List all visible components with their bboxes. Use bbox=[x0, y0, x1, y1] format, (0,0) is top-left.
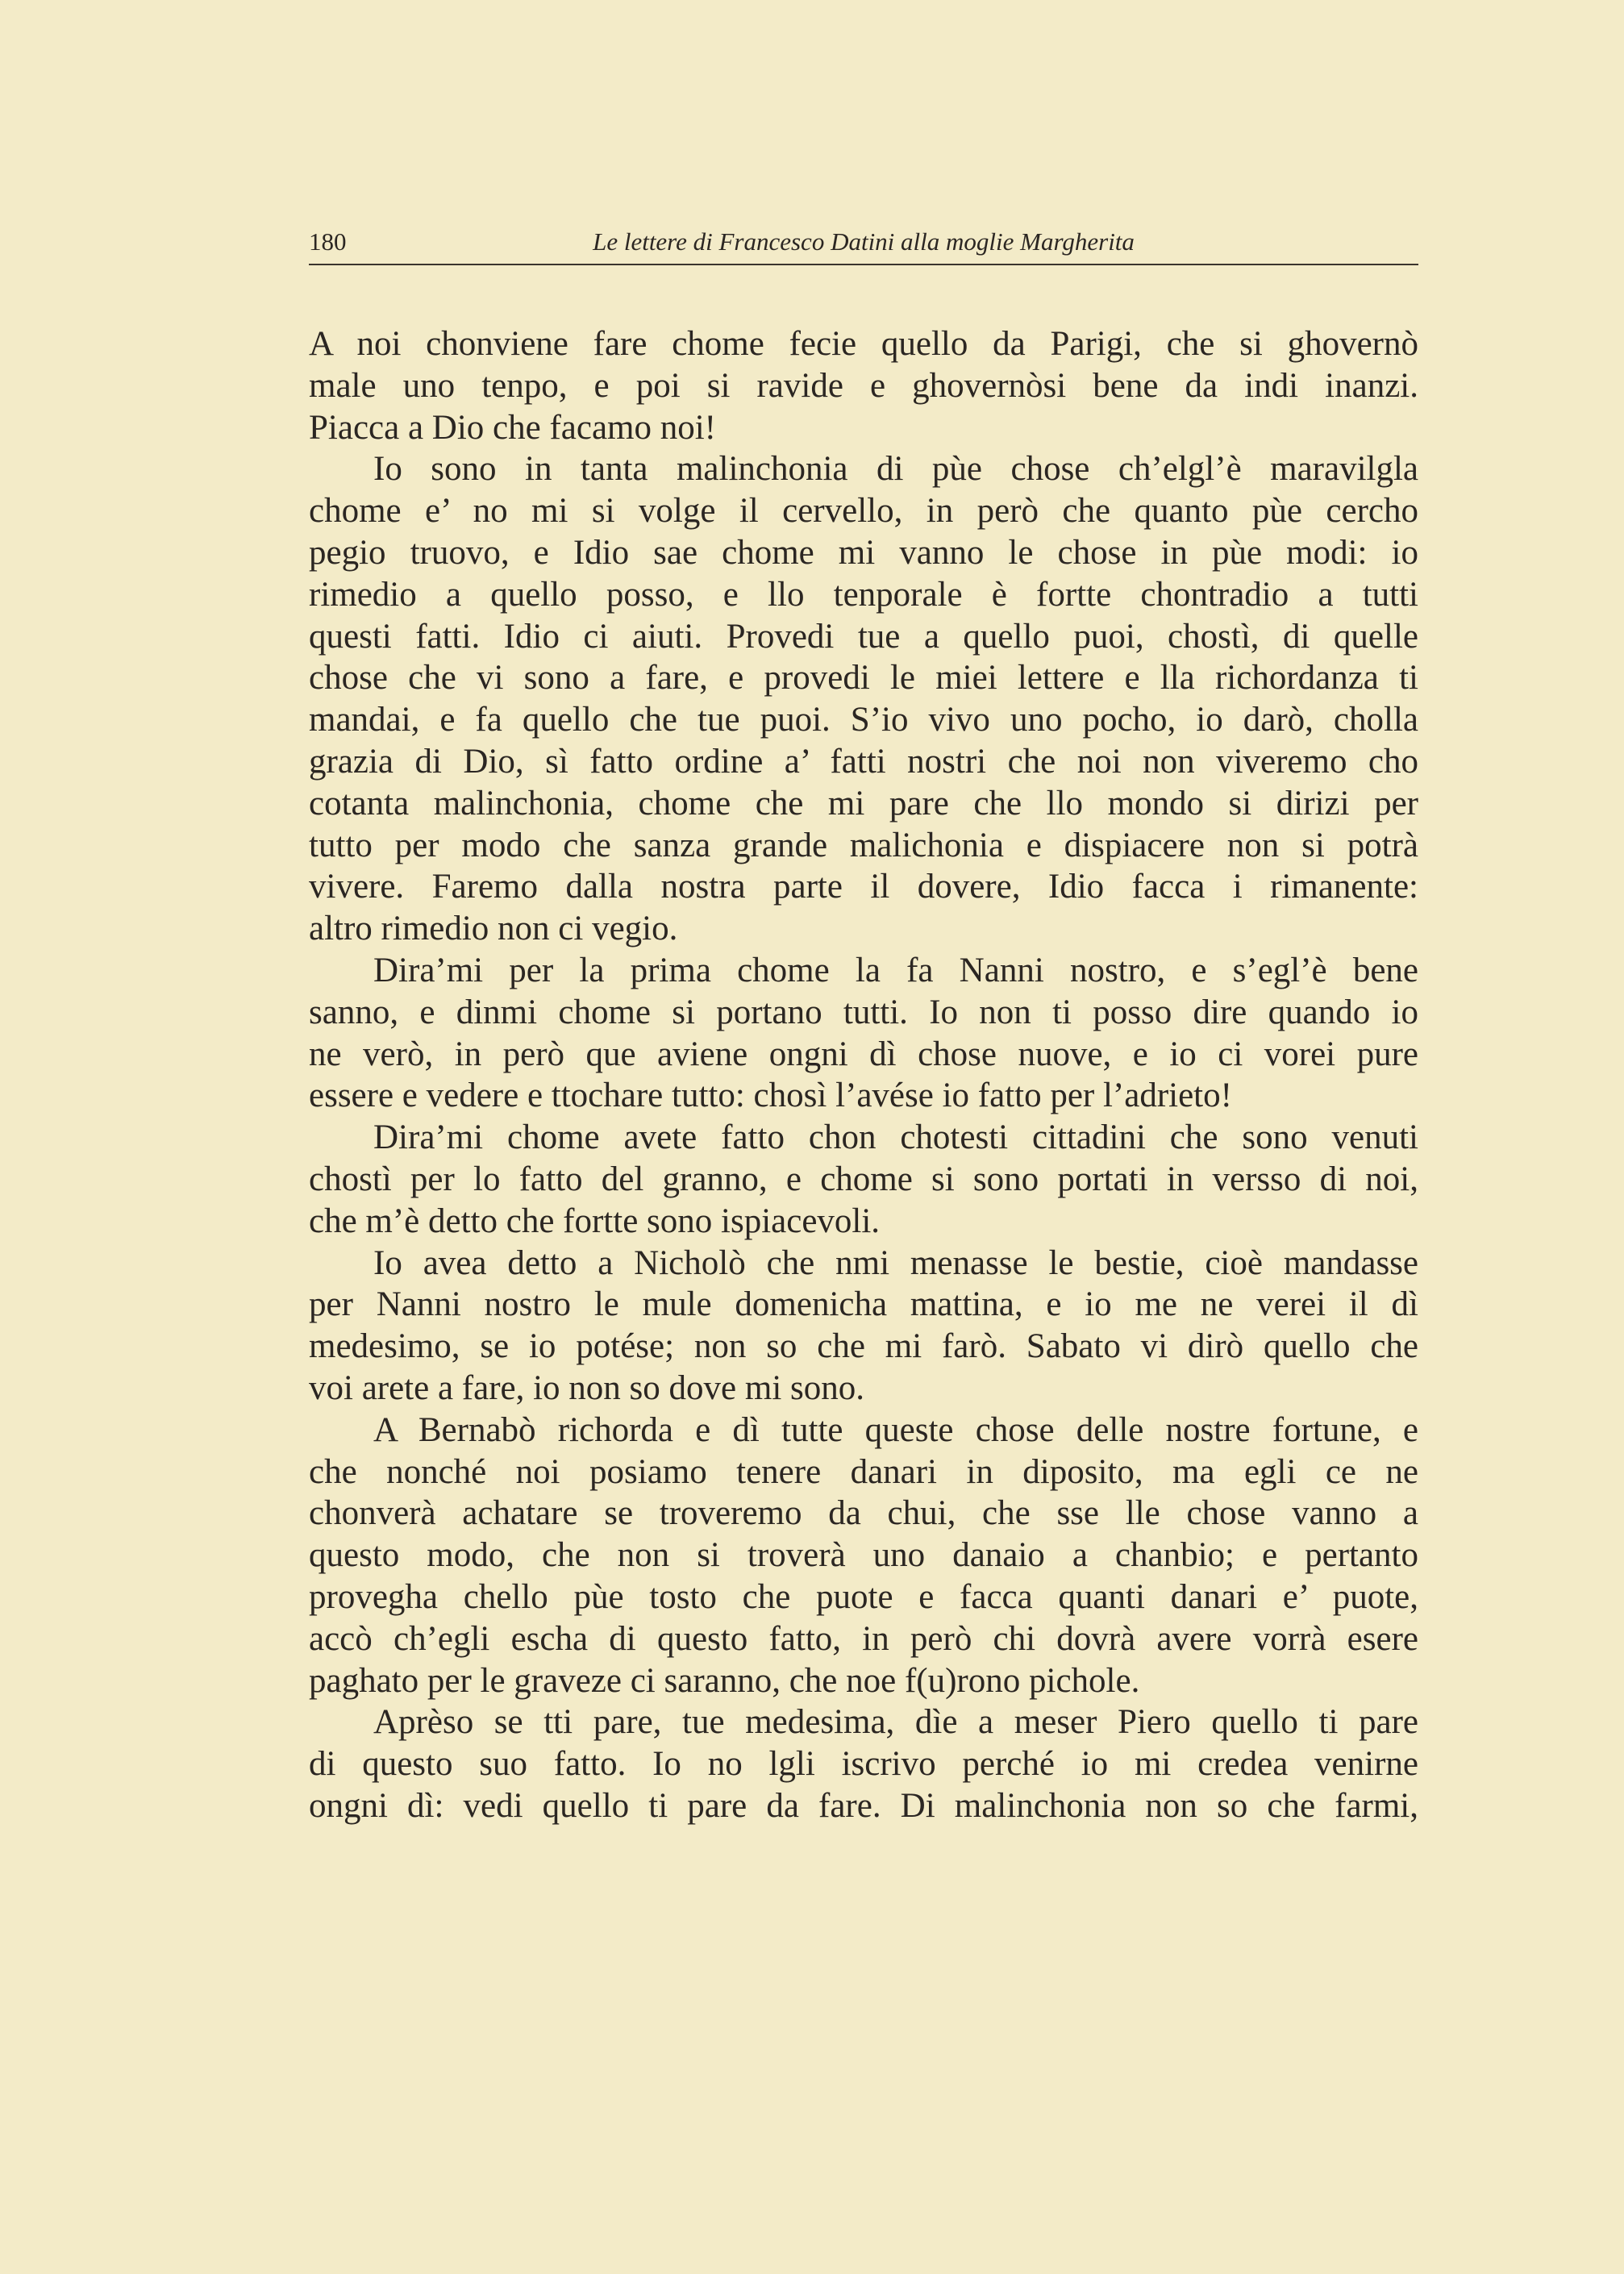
text-line: paghato per le graveze ci saranno, che noe f(u)rono pichole. bbox=[309, 1661, 1140, 1700]
text-line: Aprèso se tti pare, tue medesima, dìe a meser Piero quello ti pare bbox=[373, 1703, 1418, 1742]
text-line: cotanta malinchonia, chome che mi pare che llo mondo si dirizi per bbox=[309, 784, 1418, 823]
text-line: Io avea detto a Nicholò che nmi menasse le bestie, cioè mandasse bbox=[373, 1243, 1418, 1282]
text-line: Dira’mi chome avete fatto chon chotesti cittadini che sono venuti bbox=[373, 1118, 1418, 1157]
text-line: male uno tenpo, e poi si ravide e ghovernòsi bene da indi inanzi. bbox=[309, 366, 1418, 405]
page-number: 180 bbox=[309, 227, 347, 256]
text-line: di questo suo fatto. Io no lgli iscrivo perché io mi credea venirne bbox=[309, 1745, 1418, 1784]
text-line: essere e vedere e ttochare tutto: chosì l’avése io fatto per l’adrieto! bbox=[309, 1077, 1232, 1115]
text-line: questi fatti. Idio ci aiuti. Provedi tue a quello puoi, chostì, di quelle bbox=[309, 617, 1418, 656]
text-line: Io sono in tanta malinchonia di pùe chose ch’elgl’è maravilgla bbox=[373, 450, 1418, 489]
text-line: per Nanni nostro le mule domenicha mattina, e io me ne verei il dì bbox=[309, 1285, 1418, 1324]
text-line: A noi chonviene fare chome fecie quello da Parigi, che si ghovernò bbox=[309, 325, 1418, 363]
running-title: Le lettere di Francesco Datini alla moglie Margherita bbox=[593, 227, 1135, 256]
text-line: vivere. Faremo dalla nostra parte il dovere, Idio facca i rimanente: bbox=[309, 868, 1418, 906]
text-line: che m’è detto che fortte sono ispiacevoli. bbox=[309, 1202, 881, 1240]
text-line: provegha chello pùe tosto che puote e facca quanti danari e’ puote, bbox=[309, 1578, 1418, 1616]
text-line: rimedio a quello posso, e llo tenporale è fortte chontradio a tutti bbox=[309, 575, 1418, 614]
text-line: chonverà achatare se troveremo da chui, che sse lle chose vanno a bbox=[309, 1494, 1418, 1533]
text-line: medesimo, se io potése; non so che mi farò. Sabato vi dirò quello che bbox=[309, 1327, 1418, 1366]
text-line: accò ch’egli escha di questo fatto, in però chi dovrà avere vorrà esere bbox=[309, 1619, 1418, 1658]
text-line: che nonché noi posiamo tenere danari in diposito, ma egli ce ne bbox=[309, 1452, 1418, 1491]
text-line: Dira’mi per la prima chome la fa Nanni nostro, e s’egl’è bene bbox=[373, 952, 1418, 989]
text-line: ongni dì: vedi quello ti pare da fare. Di malinchonia non so che farmi, bbox=[309, 1787, 1418, 1825]
text-line: chose che vi sono a fare, e provedi le miei lettere e lla richordanza ti bbox=[309, 659, 1418, 698]
text-line: pegio truovo, e Idio sae chome mi vanno le chose in pùe modi: io bbox=[309, 534, 1418, 572]
text-line: chome e’ no mi si volge il cervello, in però che quanto pùe cercho bbox=[309, 492, 1418, 531]
text-line: grazia di Dio, sì fatto ordine a’ fatti nostri che noi non viveremo cho bbox=[309, 743, 1418, 781]
header-rule bbox=[309, 264, 1418, 265]
text-line: questo modo, che non si troverà uno danaio a chanbio; e pertanto bbox=[309, 1536, 1418, 1575]
text-line: voi arete a fare, io non so dove mi sono. bbox=[309, 1369, 865, 1407]
text-line: sanno, e dinmi chome si portano tutti. Io non ti posso dire quando io bbox=[309, 993, 1418, 1031]
text-line: altro rimedio non ci vegio. bbox=[309, 910, 678, 948]
text-line: mandai, e fa quello che tue puoi. S’io vivo uno pocho, io darò, cholla bbox=[309, 701, 1418, 739]
text-line: A Bernabò richorda e dì tutte queste chose delle nostre fortune, e bbox=[373, 1410, 1418, 1449]
text-line: tutto per modo che sanza grande malichonia e dispiacere non si potrà bbox=[309, 826, 1418, 864]
text-line: Piacca a Dio che facamo noi! bbox=[309, 408, 716, 447]
text-line: chostì per lo fatto del granno, e chome si sono portati in versso di noi, bbox=[309, 1160, 1418, 1198]
text-line: ne verò, in però que aviene ongni dì chose nuove, e io ci vorei pure bbox=[309, 1035, 1418, 1073]
